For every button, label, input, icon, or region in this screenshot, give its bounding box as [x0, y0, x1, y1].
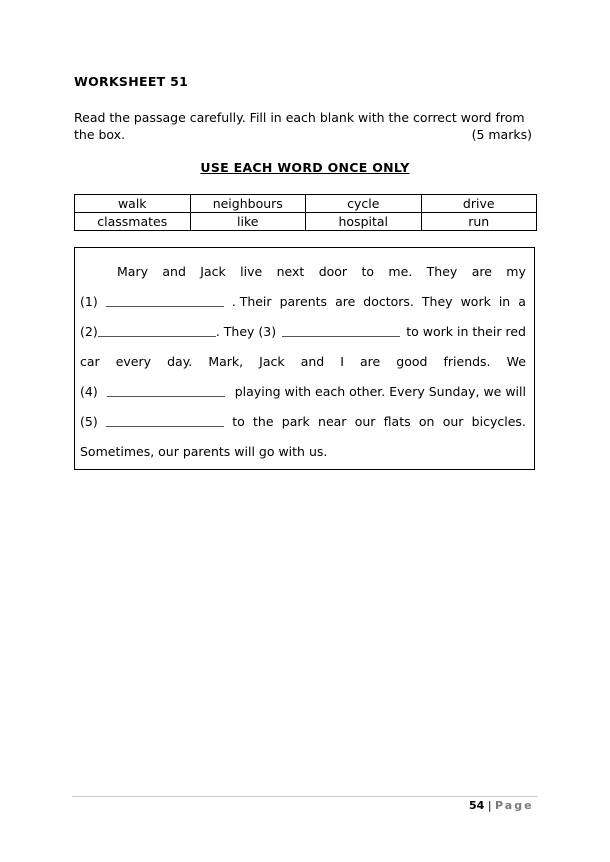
answer-blank-4[interactable]: [107, 384, 225, 397]
blank-number-1: (1): [80, 294, 98, 309]
word-cell: neighbours: [190, 195, 306, 213]
word-cell: drive: [421, 195, 537, 213]
word: near: [318, 414, 347, 429]
word: good: [396, 354, 428, 369]
word: to: [361, 264, 375, 279]
line-3-end: to work in their red: [406, 324, 526, 339]
word: Mark,: [208, 354, 244, 369]
word: next: [276, 264, 305, 279]
word: on: [418, 414, 435, 429]
word: Jack: [259, 354, 285, 369]
answer-blank-5[interactable]: [106, 414, 224, 427]
answer-blank-3[interactable]: [282, 324, 400, 337]
word-cell: walk: [75, 195, 191, 213]
passage-line-3: [80, 324, 526, 339]
word-cell: hospital: [306, 213, 422, 231]
word-cell: classmates: [75, 213, 191, 231]
word: and: [300, 354, 325, 369]
word: doctors.: [363, 294, 414, 309]
word: I: [340, 354, 344, 369]
blank-number-4: (4): [80, 384, 98, 399]
page-footer: [469, 799, 534, 812]
word-box-row: [75, 213, 537, 231]
word: Mary: [117, 264, 148, 279]
word: Jack: [200, 264, 226, 279]
word: to: [232, 414, 245, 429]
instruction-text-1: Read the passage carefully. Fill in each blank with the correct word from: [74, 110, 525, 125]
word: in: [498, 294, 511, 309]
word-cell: like: [190, 213, 306, 231]
word: friends.: [443, 354, 491, 369]
word: park: [281, 414, 310, 429]
word: a: [518, 294, 526, 309]
passage-line-1: [117, 264, 526, 279]
worksheet-title: WORKSHEET 51: [74, 74, 189, 89]
word-cell: run: [421, 213, 537, 231]
word: bicycles.: [471, 414, 526, 429]
word: and: [162, 264, 186, 279]
footer-separator: |: [487, 799, 492, 812]
word: our: [354, 414, 376, 429]
instruction-line-2: [74, 127, 532, 142]
passage-line-7: [80, 444, 526, 459]
footer-divider: [72, 796, 538, 797]
word: are: [360, 354, 381, 369]
page-label: Page: [495, 799, 534, 812]
instruction-line-1: [74, 110, 536, 125]
word: They: [421, 294, 453, 309]
word: flats: [383, 414, 411, 429]
word: . Their: [231, 294, 272, 309]
word: door: [318, 264, 348, 279]
word: work: [460, 294, 491, 309]
marks-label: (5 marks): [471, 127, 532, 142]
word: are: [471, 264, 492, 279]
blank-number-3-text: . They (3): [215, 324, 277, 339]
word-box-row: [75, 195, 537, 213]
word: parents: [279, 294, 328, 309]
word-cell: cycle: [306, 195, 422, 213]
blank-number-2: (2): [80, 324, 98, 339]
word: our: [442, 414, 464, 429]
word: are: [335, 294, 356, 309]
passage-line-2: [80, 294, 526, 309]
word: the: [253, 414, 274, 429]
word: car: [80, 354, 100, 369]
word: We: [506, 354, 526, 369]
word: live: [240, 264, 263, 279]
blank-number-5: (5): [80, 414, 98, 429]
line-7-text: Sometimes, our parents will go with us.: [80, 444, 328, 459]
word: every: [115, 354, 152, 369]
passage-line-6: [80, 414, 526, 429]
word: me.: [388, 264, 413, 279]
word: day.: [167, 354, 193, 369]
answer-blank-1[interactable]: [106, 294, 224, 307]
page-number: 54: [469, 799, 485, 812]
word: They: [426, 264, 458, 279]
instruction-text-2: the box.: [74, 127, 126, 142]
word-box-heading: USE EACH WORD ONCE ONLY: [200, 160, 410, 175]
passage-line-5: [80, 384, 526, 399]
answer-blank-2[interactable]: [98, 324, 216, 337]
word: my: [506, 264, 526, 279]
line-5-end: playing with each other. Every Sunday, we will: [234, 384, 526, 399]
passage-box: [74, 247, 535, 470]
word-box: [74, 194, 537, 231]
passage-line-4: [80, 354, 526, 369]
